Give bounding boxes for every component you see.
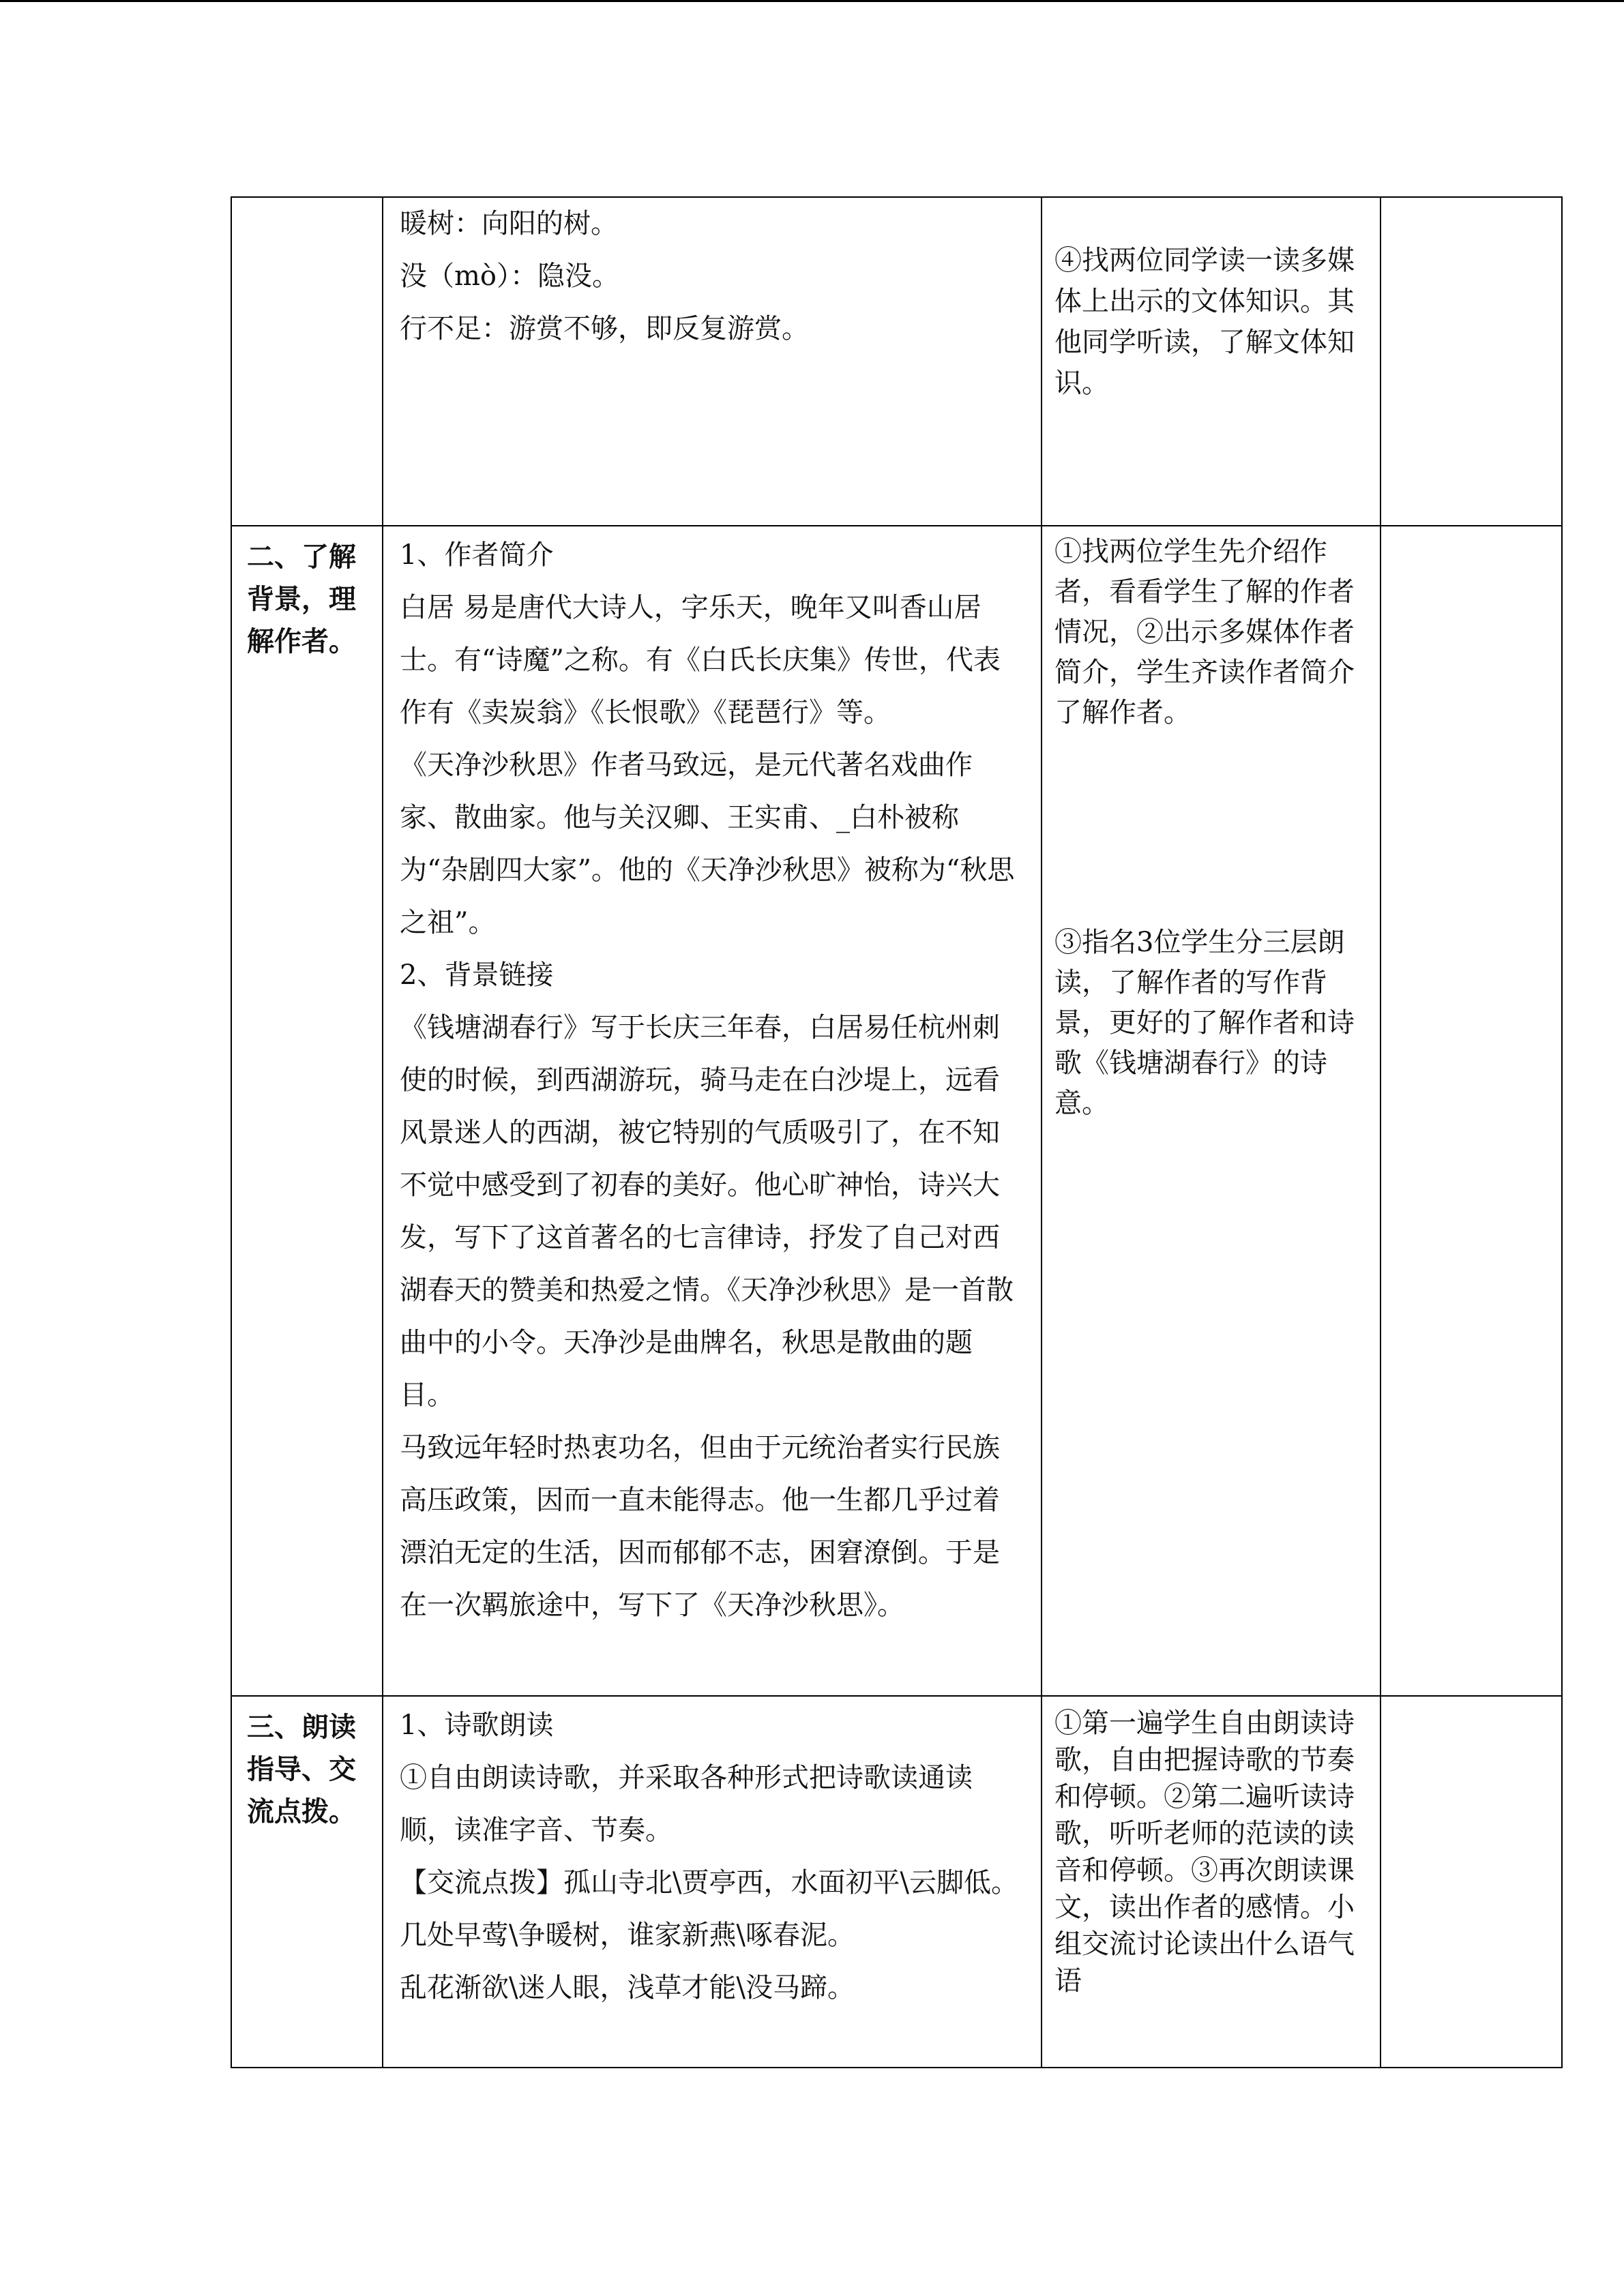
table-row [231, 526, 1562, 1696]
page-top-rule [0, 0, 1624, 2]
content-cell [383, 1696, 1042, 2068]
step-title: 二、了解背景，理解作者。 [247, 541, 356, 657]
table-row [231, 197, 1562, 526]
remark-cell [1381, 1696, 1562, 2068]
content-paragraph: 乱花渐欲\迷人眼，浅草才能\没马蹄。 [400, 1972, 855, 2003]
content-paragraph: 《钱塘湖春行》写于长庆三年春，白居易任杭州刺使的时候，到西湖游玩，骑马走在白沙堤上，远看风景迷人的西湖，被它特别的气质吸引了，在不知不觉中感受到了初春的美好。他心旷神怡，诗兴大发，写下了这首著名的七言律诗，抒发了自己对西湖春天的赞美和热爱之情。《天净沙秋思》是一首散曲中的小令。天净沙是曲牌名，秋思是散曲的题目。 [400, 1012, 1014, 1411]
content-line: 行不足：游赏不够，即反复游赏。 [400, 313, 809, 344]
table-row [231, 1696, 1562, 2068]
content-line: 暖树：向阳的树。 [400, 208, 618, 239]
content-cell [383, 526, 1042, 1696]
lesson-plan-table [231, 196, 1563, 2068]
content-paragraph: ①自由朗读诗歌，并采取各种形式把诗歌读通读顺，读准字音、节奏。 [400, 1762, 973, 1846]
activity-cell [1042, 1696, 1381, 2068]
content-paragraph: 【交流点拨】孤山寺北\贾亭西，水面初平\云脚低。 [400, 1867, 1018, 1898]
step-title: 三、朗读指导、交流点拨。 [247, 1711, 356, 1828]
remark-cell [1381, 197, 1562, 526]
step-cell [231, 526, 383, 1696]
content-paragraph: 马致远年轻时热衷功名，但由于元统治者实行民族高压政策，因而一直未能得志。他一生都几乎过着漂泊无定的生活，因而郁郁不志，困窘潦倒。于是在一次羁旅途中，写下了《天净沙秋思》。 [400, 1432, 1000, 1621]
activity-cell [1042, 197, 1381, 526]
remark-cell [1381, 526, 1562, 1696]
content-heading: 2、背景链接 [400, 959, 554, 991]
content-paragraph: 《天净沙秋思》作者马致远，是元代著名戏曲作家、散曲家。他与关汉卿、王实甫、_白朴被称为“杂剧四大家”。他的《天净沙秋思》被称为“秋思之祖”。 [400, 749, 1015, 938]
activity-note: ④找两位同学读一读多媒体上出示的文体知识。其他同学听读，了解文体知识。 [1054, 245, 1355, 399]
content-heading: 1、作者简介 [400, 539, 554, 571]
content-paragraph: 几处早莺\争暖树，谁家新燕\啄春泥。 [400, 1920, 855, 1951]
activity-cell [1042, 526, 1381, 1696]
activity-note: ③指名3位学生分三层朗读，了解作者的写作背景，更好的了解作者和诗歌《钱塘湖春行》的诗意。 [1054, 927, 1355, 1119]
activity-note: ①找两位学生先介绍作者，看看学生了解的作者情况，②出示多媒体作者简介，学生齐读作者简介了解作者。 [1054, 536, 1355, 728]
activity-note: ①第一遍学生自由朗读诗歌，自由把握诗歌的节奏和停顿。②第二遍听读诗歌，听听老师的范读的读音和停顿。③再次朗读课文，读出作者的感情。小组交流讨论读出什么语气语 [1054, 1708, 1355, 1997]
content-cell [383, 197, 1042, 526]
content-heading: 1、诗歌朗读 [400, 1710, 554, 1741]
step-cell [231, 197, 383, 526]
content-paragraph: 白居 易是唐代大诗人，字乐天，晚年又叫香山居士。有“诗魔”之称。有《白氏长庆集》传世，代表作有《卖炭翁》《长恨歌》《琵琶行》等。 [400, 592, 1001, 728]
step-cell [231, 1696, 383, 2068]
step-title [232, 198, 382, 207]
content-line: 没（mò）：隐没。 [400, 260, 620, 292]
